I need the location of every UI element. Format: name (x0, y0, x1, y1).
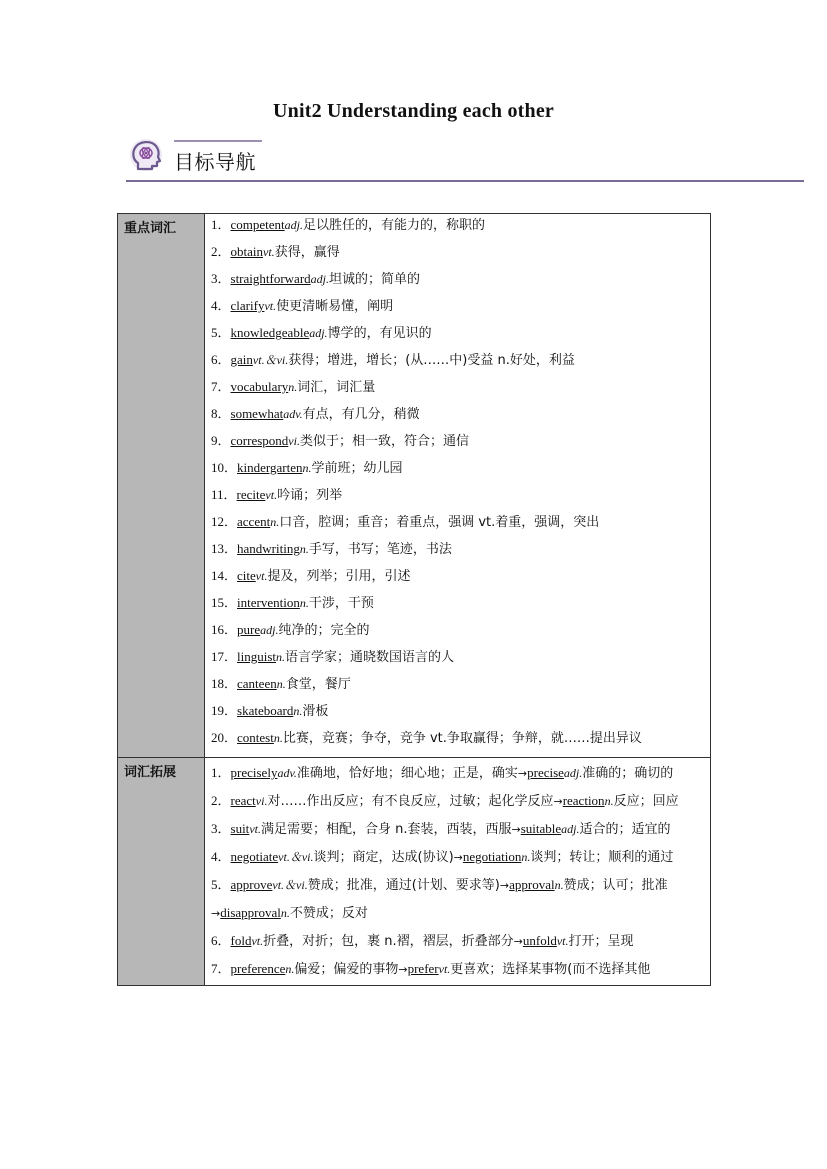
vocab-item (211, 242, 704, 269)
part-of-speech: n. (521, 850, 531, 864)
vocab-word: obtain (230, 244, 264, 259)
vocabulary-table (117, 213, 711, 986)
vocab-word: vocabulary (230, 379, 289, 394)
vocab-word: knowledgeable (230, 325, 310, 340)
vocab-word: correspond (230, 433, 289, 448)
definition: 足以胜任的，有能力的，称职的 (303, 218, 486, 233)
item-number: 5． (211, 325, 231, 340)
definition: 满足需要；相配，合身 n.套装，西装，西服 (260, 822, 512, 837)
part-of-speech: adv. (277, 766, 297, 780)
item-number: 7． (211, 379, 231, 394)
vocab-word: skateboard (237, 703, 294, 718)
item-number: 12． (211, 514, 238, 529)
item-number: 13． (211, 541, 238, 556)
arrow-icon: → (513, 935, 523, 948)
definition: 赞成；批准，通过(计划、要求等) (307, 878, 500, 893)
part-of-speech: adj. (309, 326, 328, 340)
part-of-speech: n. (299, 542, 309, 556)
banner-underline (126, 180, 804, 182)
item-number: 4． (211, 298, 231, 313)
item-number: 5． (211, 877, 231, 892)
page-title: Unit2 Understanding each other (272, 100, 554, 122)
definition: 语言学家；通晓数国语言的人 (285, 650, 455, 665)
definition: 反应；回应 (613, 794, 679, 809)
part-of-speech: vt. (263, 245, 275, 259)
arrow-icon: → (453, 851, 463, 864)
item-number: 16． (211, 622, 238, 637)
definition: 有点，有几分，稍微 (302, 407, 420, 422)
definition: 偏爱；偏爱的事物 (294, 962, 399, 977)
vocab-item (211, 955, 704, 983)
vocab-word: fold (230, 933, 252, 948)
part-of-speech: adv. (283, 407, 303, 421)
item-number: 7． (211, 961, 231, 976)
banner-top-rule (174, 140, 262, 142)
vocab-word: intervention (237, 595, 300, 610)
item-number: 6． (211, 352, 231, 367)
derived-word: reaction (562, 793, 605, 808)
item-number: 1． (211, 217, 231, 232)
derived-word: unfold (522, 933, 557, 948)
vocab-item (211, 404, 704, 431)
part-of-speech: n. (273, 731, 283, 745)
vocab-word: precisely (230, 765, 278, 780)
definition: 提及，列举；引用，引述 (267, 569, 411, 584)
definition: 滑板 (302, 704, 329, 719)
definition: 更喜欢；选择某事物(而不选择其他 (450, 962, 651, 977)
vocab-item (211, 927, 704, 955)
vocab-item (211, 566, 704, 593)
vocab-item (211, 647, 704, 674)
part-of-speech: adj. (563, 766, 583, 780)
vocab-item (211, 431, 704, 458)
definition: 准确的；确切的 (582, 766, 674, 781)
part-of-speech: adj. (310, 272, 329, 286)
item-number: 1． (211, 765, 231, 780)
definition: 折叠，对折；包，裹 n.褶，褶层，折叠部分 (263, 934, 514, 949)
part-of-speech: adj. (284, 218, 304, 232)
section-content (205, 758, 711, 986)
vocab-item (211, 728, 704, 755)
vocab-word: gain (230, 352, 253, 367)
definition: 赞成；认可；批准 (563, 878, 668, 893)
part-of-speech: vt. (438, 962, 451, 976)
derived-word: disapproval (220, 905, 281, 920)
part-of-speech: n. (270, 515, 280, 529)
vocab-item (211, 593, 704, 620)
definition: 食堂，餐厅 (285, 677, 351, 692)
item-number: 18． (211, 676, 238, 691)
vocab-item (211, 215, 704, 242)
arrow-icon: → (211, 907, 221, 920)
definition: 类似于；相一致，符合；通信 (299, 434, 469, 449)
part-of-speech: n. (288, 380, 298, 394)
arrow-icon: → (499, 879, 510, 892)
item-number: 20． (211, 730, 238, 745)
part-of-speech: vt. (249, 822, 261, 836)
vocab-item (211, 815, 704, 843)
vocab-item (211, 350, 704, 377)
part-of-speech: n. (276, 650, 286, 664)
definition: 不赞成；反对 (289, 906, 368, 921)
vocab-item (211, 269, 704, 296)
vocab-word: canteen (237, 676, 277, 691)
definition: 干涉，干预 (308, 596, 374, 611)
definition: 谈判；转让；顺利的通过 (530, 850, 674, 865)
derived-word: suitable (520, 821, 562, 836)
part-of-speech: adj. (260, 623, 279, 637)
definition: 口音，腔调；重音；着重点，强调 vt.着重，强调，突出 (279, 515, 600, 530)
definition: 博学的，有见识的 (327, 326, 432, 341)
section-row-key-words (118, 214, 711, 758)
vocab-word: handwriting (237, 541, 300, 556)
vocab-word: recite (236, 487, 266, 502)
definition: 词汇，词汇量 (297, 380, 376, 395)
derived-word: precise (527, 765, 564, 780)
vocab-item (211, 787, 704, 815)
vocab-word: competent (230, 217, 285, 232)
part-of-speech: vt.＆vi. (252, 353, 289, 367)
arrow-icon: → (398, 963, 408, 976)
arrow-icon: → (553, 795, 563, 808)
vocab-item (211, 843, 704, 871)
item-number: 2． (211, 244, 231, 259)
vocab-item (211, 871, 704, 927)
vocab-word: preference (230, 961, 286, 976)
vocab-item (211, 485, 704, 512)
part-of-speech: vt.＆vi. (272, 878, 308, 892)
vocab-item (211, 296, 704, 323)
definition: 谈判；商定，达成(协议) (313, 850, 454, 865)
vocab-word: straightforward (230, 271, 311, 286)
definition: 获得；增进，增长；(从……中)受益 n.好处，利益 (288, 353, 575, 368)
vocab-item (211, 377, 704, 404)
section-banner (126, 138, 804, 182)
vocab-word: pure (237, 622, 261, 637)
vocab-word: suit (230, 821, 250, 836)
definition: 手写，书写；笔迹，书法 (308, 542, 452, 557)
vocab-word: clarify (230, 298, 265, 313)
item-number: 2． (211, 793, 231, 808)
part-of-speech: n. (285, 962, 295, 976)
definition: 使更清晰易懂，阐明 (276, 299, 394, 314)
definition: 学前班；幼儿园 (311, 461, 403, 476)
item-number: 10． (211, 460, 238, 475)
part-of-speech: vt. (255, 569, 268, 583)
definition: 对……作出反应；有不良反应，过敏；起化学反应 (267, 794, 554, 809)
part-of-speech: adj. (561, 822, 580, 836)
vocab-item (211, 539, 704, 566)
vocab-item (211, 759, 704, 787)
part-of-speech: n. (280, 906, 290, 920)
vocab-word: approve (230, 877, 273, 892)
part-of-speech: n. (554, 878, 564, 892)
vocab-word: linguist (237, 649, 277, 664)
part-of-speech: n. (302, 461, 312, 475)
part-of-speech: vt. (264, 299, 277, 313)
definition: 纯净的；完全的 (278, 623, 370, 638)
section-heading: 重点词汇 (118, 214, 205, 758)
vocab-word: cite (237, 568, 256, 583)
item-number: 6． (211, 933, 231, 948)
arrow-icon: → (511, 823, 521, 836)
vocab-word: accent (237, 514, 271, 529)
vocab-item (211, 323, 704, 350)
item-number: 19． (211, 703, 238, 718)
vocab-word: negotiate (230, 849, 279, 864)
section-row-word-expansion (118, 758, 711, 986)
item-number: 9． (211, 433, 231, 448)
part-of-speech: vt. (251, 934, 264, 948)
item-number: 15． (211, 595, 238, 610)
part-of-speech: n. (293, 704, 303, 718)
vocab-word: react (230, 793, 256, 808)
item-number: 14． (211, 568, 238, 583)
part-of-speech: n. (276, 677, 286, 691)
definition: 适合的；适宜的 (579, 822, 671, 837)
part-of-speech: n. (299, 596, 309, 610)
part-of-speech: n. (604, 794, 614, 808)
derived-word: prefer (407, 961, 439, 976)
item-number: 11． (211, 487, 237, 502)
part-of-speech: vt. (265, 488, 278, 502)
definition: 比赛，竞赛；争夺，竞争 vt.争取赢得；争辩，就……提出异议 (282, 731, 642, 746)
part-of-speech: vi. (288, 434, 300, 448)
part-of-speech: vt. (556, 934, 569, 948)
derived-word: approval (509, 877, 555, 892)
arrow-icon: → (517, 767, 528, 780)
item-number: 4． (211, 849, 231, 864)
part-of-speech: vt.＆vi. (278, 850, 314, 864)
section-content (205, 214, 711, 758)
definition: 吟诵；列举 (277, 488, 343, 503)
definition: 获得，赢得 (274, 245, 340, 260)
vocab-word: kindergarten (237, 460, 303, 475)
section-heading: 词汇拓展 (118, 758, 205, 986)
derived-word: negotiation (462, 849, 522, 864)
head-brain-icon (128, 138, 164, 176)
item-number: 17． (211, 649, 238, 664)
vocab-word: somewhat (230, 406, 284, 421)
vocab-item (211, 620, 704, 647)
vocab-item (211, 512, 704, 539)
vocab-item (211, 458, 704, 485)
item-number: 3． (211, 821, 231, 836)
vocab-word: contest (237, 730, 274, 745)
vocab-item (211, 701, 704, 728)
item-number: 8． (211, 406, 231, 421)
definition: 准确地，恰好地；细心地；正是，确实 (296, 766, 518, 781)
definition: 坦诚的；简单的 (329, 272, 421, 287)
item-number: 3． (211, 271, 231, 286)
definition: 打开；呈现 (568, 934, 634, 949)
part-of-speech: vi. (255, 794, 268, 808)
vocab-item (211, 674, 704, 701)
banner-label: 目标导航 (174, 150, 256, 174)
